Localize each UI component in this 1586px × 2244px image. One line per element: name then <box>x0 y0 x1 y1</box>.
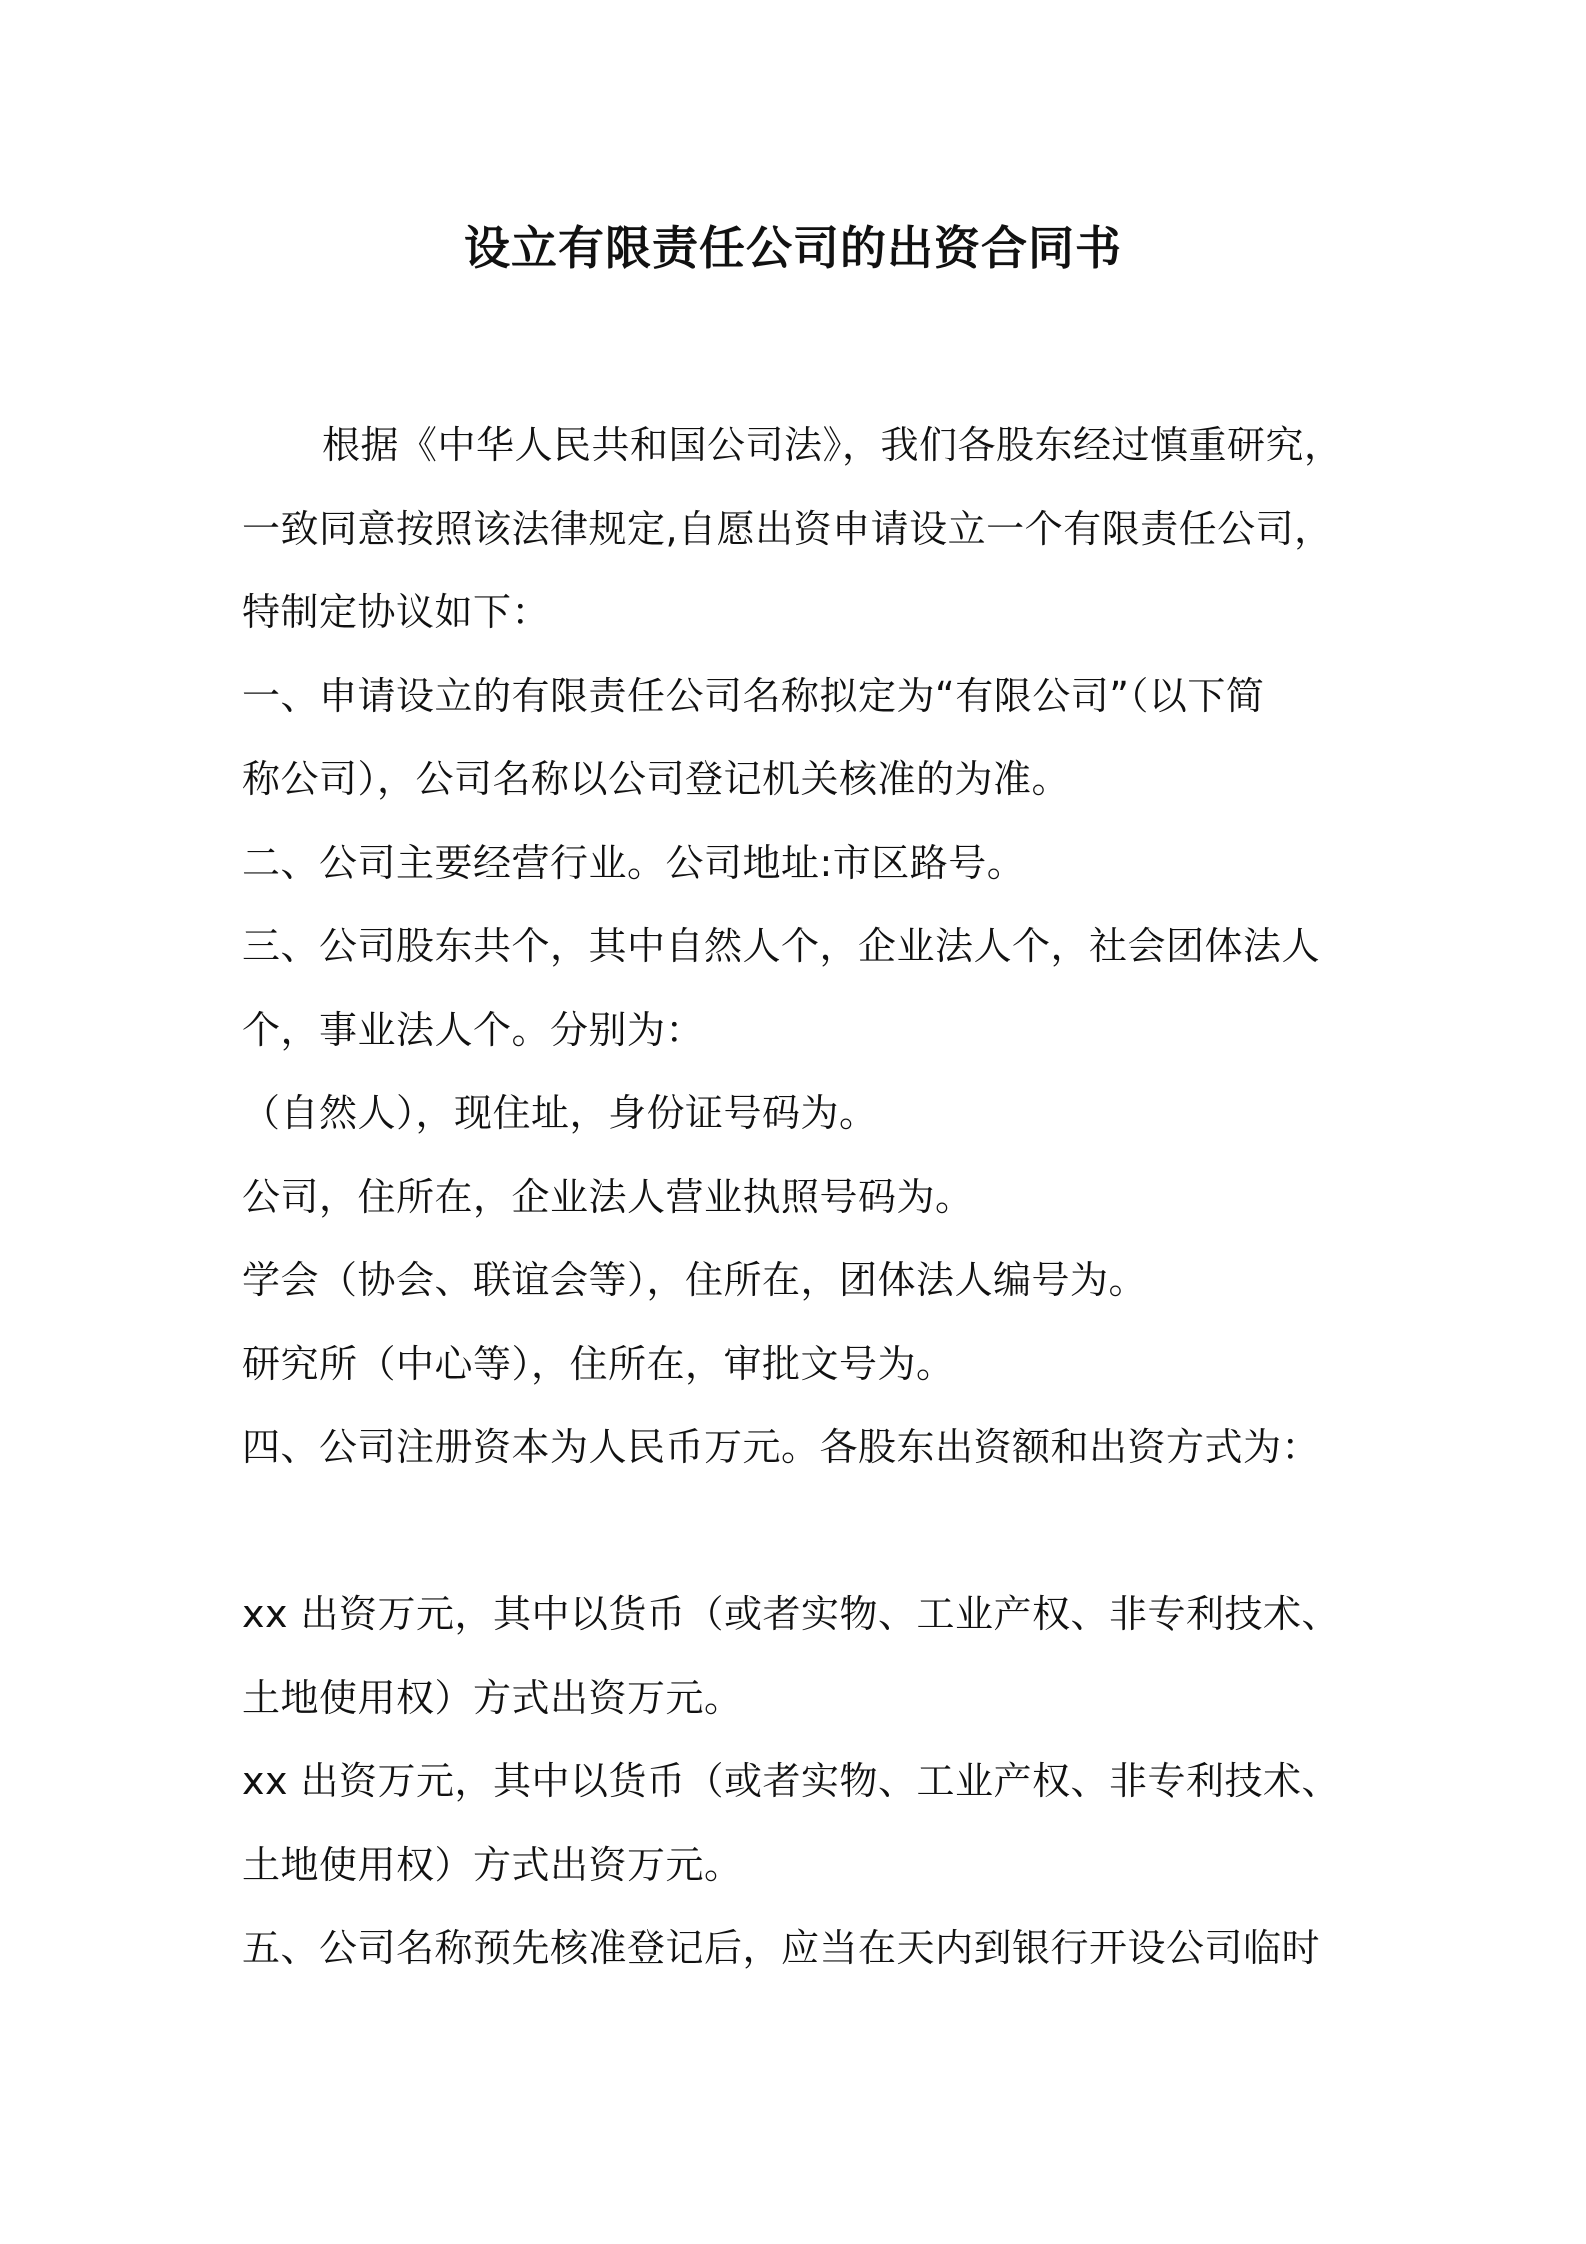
shareholder-line: 公司，住所在，企业法人营业执照号码为。 <box>242 1174 974 1219</box>
shareholder-line: 学会（协会、联谊会等），住所在，团体法人编号为。 <box>242 1258 1148 1302</box>
document-body <box>242 404 1362 1991</box>
contribution-line: 土地使用权）方式出资万元。 <box>242 1842 743 1887</box>
paragraph-line: 根据《中华人民共和国公司法》，我们各股东经过慎重研究， <box>322 423 1343 467</box>
paragraph-line: 一致同意按照该法律规定,自愿出资申请设立一个有限责任公司， <box>242 506 1333 551</box>
contribution-line: 土地使用权）方式出资万元。 <box>242 1675 743 1720</box>
contribution-line: xx 出资万元，其中以货币（或者实物、工业产权、非专利技术、 <box>242 1759 1341 1803</box>
clause-three-line: 个，事业法人个。分别为： <box>242 1007 705 1052</box>
clause-five-line: 五、公司名称预先核准登记后，应当在天内到银行开设公司临时 <box>242 1926 1321 1970</box>
shareholder-line: 研究所（中心等），住所在，审批文号为。 <box>242 1341 955 1386</box>
contribution-line: xx 出资万元，其中以货币（或者实物、工业产权、非专利技术、 <box>242 1592 1341 1636</box>
shareholder-line: （自然人），现住址，身份证号码为。 <box>242 1091 878 1135</box>
clause-one-line: 称公司），公司名称以公司登记机关核准的为准。 <box>242 757 1071 801</box>
document-title: 设立有限责任公司的出资合同书 <box>464 221 1122 275</box>
clause-one-line: 一、申请设立的有限责任公司名称拟定为“有限公司”（以下简 <box>242 673 1265 718</box>
clause-four-line: 四、公司注册资本为人民币万元。各股东出资额和出资方式为： <box>242 1425 1321 1469</box>
clause-three-line: 三、公司股东共个，其中自然人个，企业法人个，社会团体法人 <box>242 924 1321 968</box>
clause-two-line: 二、公司主要经营行业。公司地址:市区路号。 <box>242 840 1026 885</box>
paragraph-line: 特制定协议如下： <box>242 590 551 634</box>
blank-spacer <box>242 1490 1362 1574</box>
